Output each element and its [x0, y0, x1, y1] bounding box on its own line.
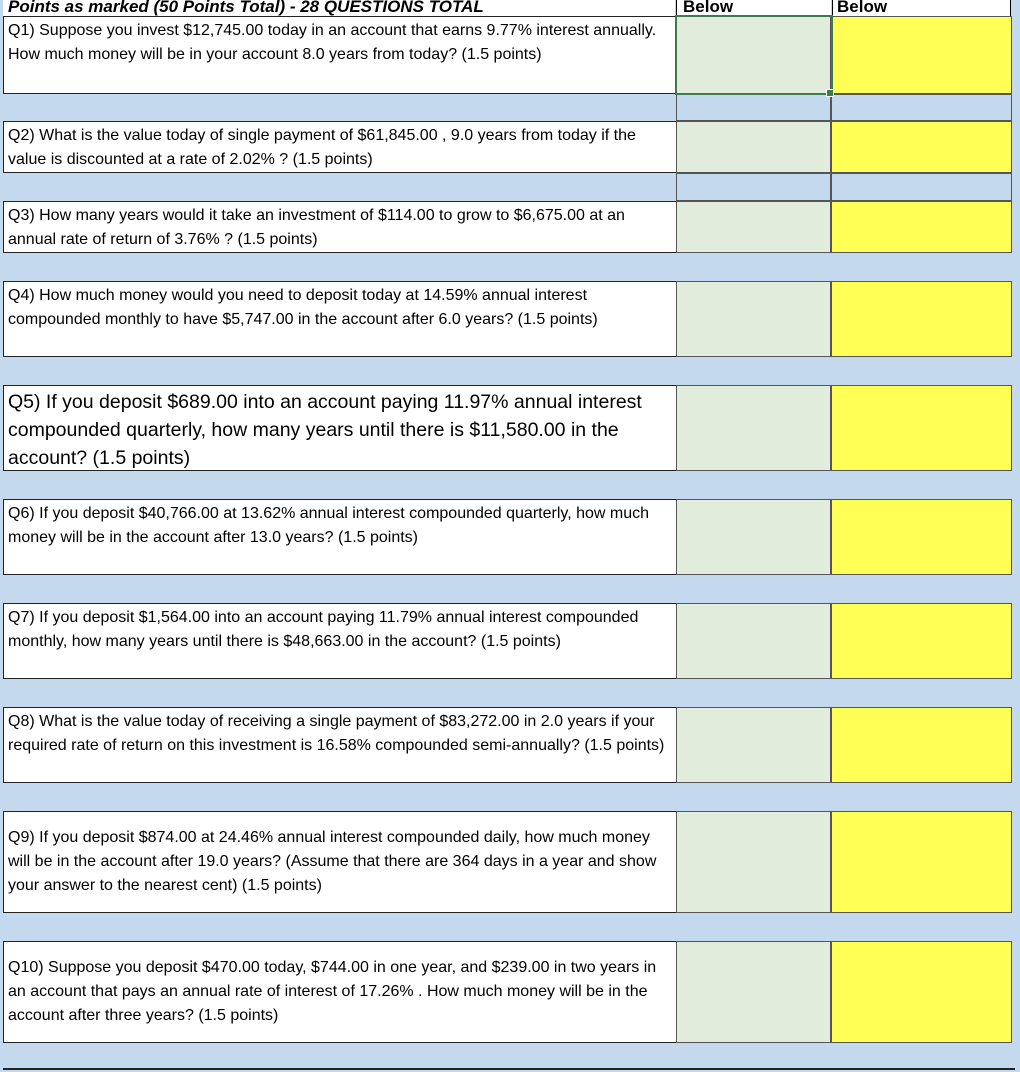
answer-cell-8[interactable]: [676, 707, 831, 783]
column-header-answer[interactable]: Below: [676, 0, 831, 16]
answer-cell-9[interactable]: [676, 811, 831, 913]
question-3: Q3) How many years would it take an investment of $114.00 to grow to $6,675.00 at an annual rate of return of 3.76% ? (1.5 points): [3, 201, 676, 253]
answer-cell-4[interactable]: [676, 281, 831, 357]
check-cell-6[interactable]: [831, 499, 1012, 575]
answer-cell-5[interactable]: [676, 385, 831, 471]
question-1: Q1) Suppose you invest $12,745.00 today in an account that earns 9.77% interest annually. How much money will be in your account 8.0 years from today? (1.5 points): [3, 16, 676, 94]
column-header-check[interactable]: Below: [832, 0, 1011, 16]
next-row-border: [3, 1068, 1015, 1070]
gap-cell[interactable]: [831, 173, 1012, 201]
question-10: Q10) Suppose you deposit $470.00 today, $744.00 in one year, and $239.00 in two years in an account that pays an annual rate of interest of 17.26% . How much money will be in the account after three years? (1.5 points): [3, 941, 676, 1043]
question-7: Q7) If you deposit $1,564.00 into an account paying 11.79% annual interest compounded monthly, how many years until there is $48,663.00 in the account? (1.5 points): [3, 603, 676, 679]
answer-cell-3[interactable]: [676, 201, 831, 253]
fill-handle[interactable]: [826, 89, 834, 97]
check-cell-8[interactable]: [831, 707, 1012, 783]
check-cell-10[interactable]: [831, 941, 1012, 1043]
question-2: Q2) What is the value today of single payment of $61,845.00 , 9.0 years from today if the value is discounted at a rate of 2.02% ? (1.5 points): [3, 121, 676, 173]
question-5: Q5) If you deposit $689.00 into an account paying 11.97% annual interest compounded quarterly, how many years until there is $11,580.00 in the account? (1.5 points): [3, 385, 676, 471]
question-8: Q8) What is the value today of receiving a single payment of $83,272.00 in 2.0 years if your required rate of return on this investment is 16.58% compounded semi-annually? (1.5 points): [3, 707, 676, 783]
gap-cell[interactable]: [676, 94, 831, 121]
answer-cell-7[interactable]: [676, 603, 831, 679]
check-cell-5[interactable]: [831, 385, 1012, 471]
check-cell-1[interactable]: [831, 16, 1012, 94]
question-6: Q6) If you deposit $40,766.00 at 13.62% annual interest compounded quarterly, how much money will be in the account after 13.0 years? (1.5 points): [3, 499, 676, 575]
check-cell-7[interactable]: [831, 603, 1012, 679]
answer-cell-2[interactable]: [676, 121, 831, 173]
question-4: Q4) How much money would you need to deposit today at 14.59% annual interest compounded monthly to have $5,747.00 in the account after 6.0 years? (1.5 points): [3, 281, 676, 357]
gap-cell[interactable]: [676, 173, 831, 201]
check-cell-4[interactable]: [831, 281, 1012, 357]
check-cell-3[interactable]: [831, 201, 1012, 253]
gap-cell[interactable]: [831, 94, 1012, 121]
sheet-title: Points as marked (50 Points Total) - 28 QUESTIONS TOTAL: [3, 0, 675, 16]
answer-cell-10[interactable]: [676, 941, 831, 1043]
question-9: Q9) If you deposit $874.00 at 24.46% annual interest compounded daily, how much money will be in the account after 19.0 years? (Assume that there are 364 days in a year and show your answer to the nearest cent) (1.5 points): [3, 811, 676, 913]
check-cell-2[interactable]: [831, 121, 1012, 173]
check-cell-9[interactable]: [831, 811, 1012, 913]
answer-cell-6[interactable]: [676, 499, 831, 575]
answer-cell-1[interactable]: [676, 16, 831, 94]
